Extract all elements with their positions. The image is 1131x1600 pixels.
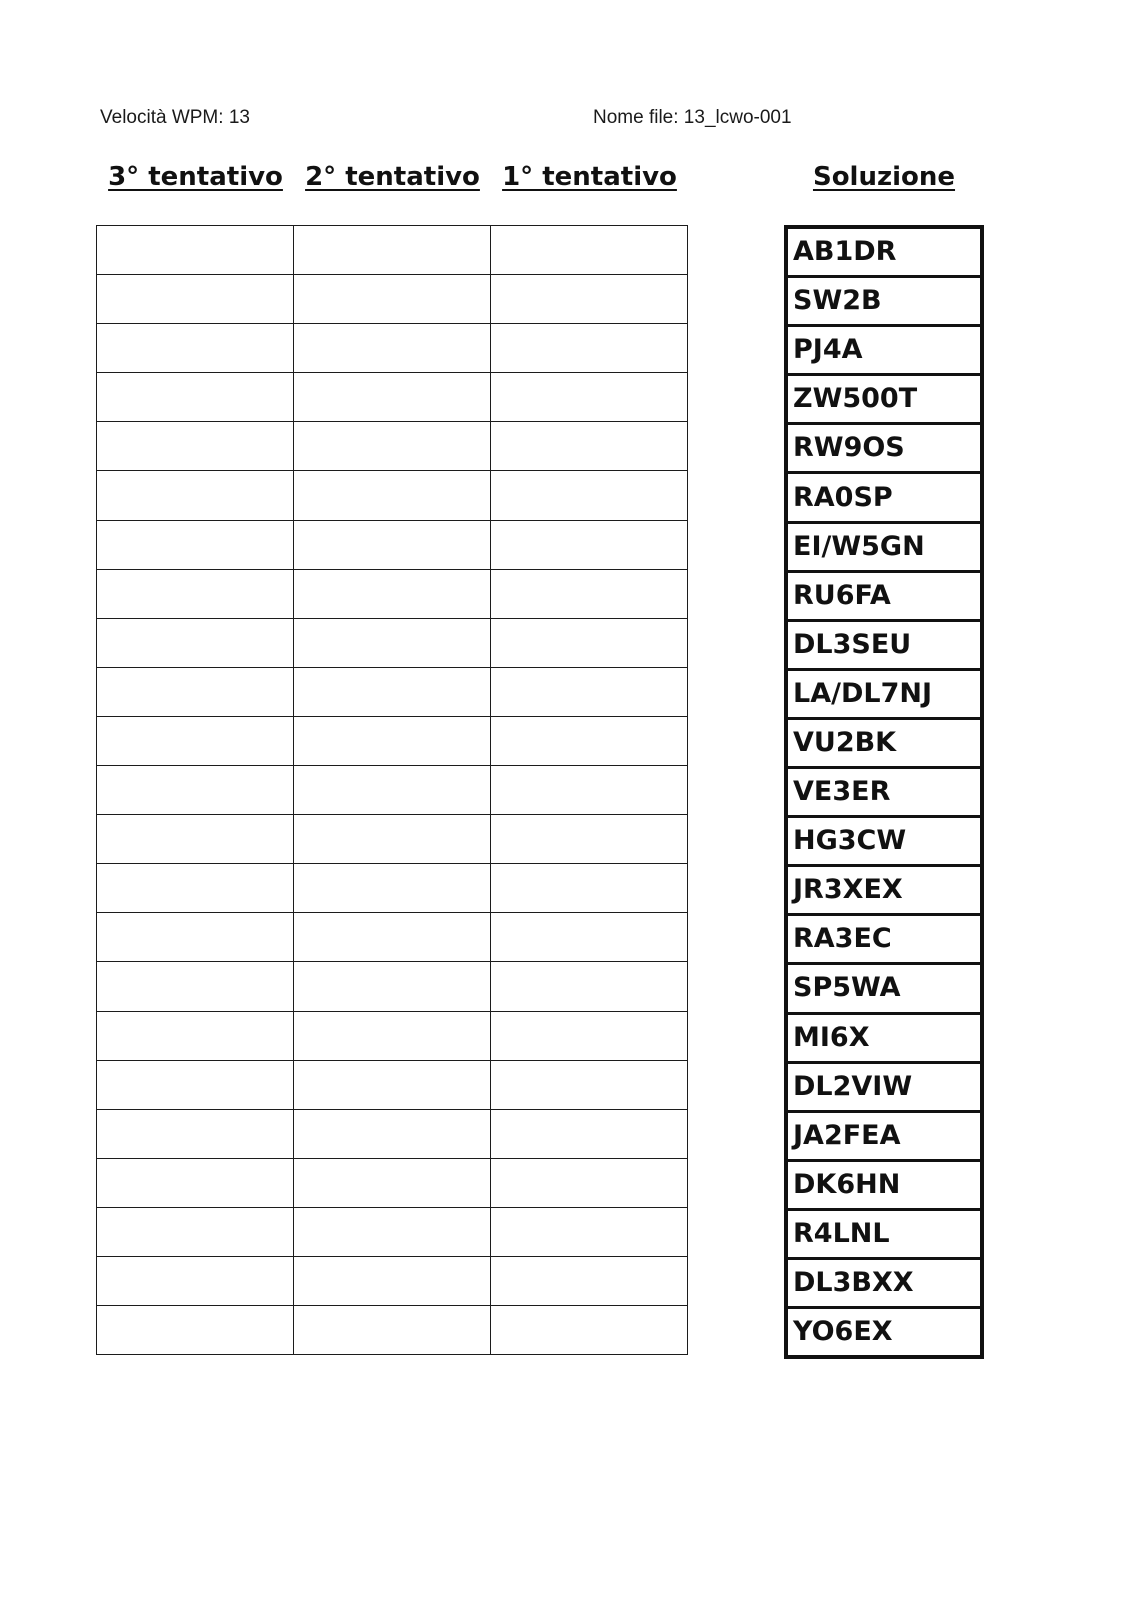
attempt-1-cell[interactable]: [491, 618, 688, 667]
attempt-1-cell[interactable]: [491, 1109, 688, 1158]
solution-callsign: VU2BK: [786, 718, 982, 767]
solution-callsign: LA/DL7NJ: [786, 669, 982, 718]
file-name-label: Nome file: 13_lcwo-001: [593, 107, 792, 128]
attempt-3-cell[interactable]: [97, 373, 294, 422]
attempt-row: [97, 569, 688, 618]
attempt-2-cell[interactable]: [294, 471, 491, 520]
solution-callsign: SW2B: [786, 277, 982, 326]
attempt-3-cell[interactable]: [97, 324, 294, 373]
solution-callsign: JA2FEA: [786, 1111, 982, 1160]
attempt-row: [97, 226, 688, 275]
attempt-3-cell[interactable]: [97, 422, 294, 471]
attempt-2-cell[interactable]: [294, 324, 491, 373]
attempt-2-cell[interactable]: [294, 716, 491, 765]
attempt-row: [97, 1306, 688, 1355]
attempt-2-cell[interactable]: [294, 1060, 491, 1109]
solution-callsign: MI6X: [786, 1013, 982, 1062]
attempt-3-cell[interactable]: [97, 1256, 294, 1305]
solution-callsign: PJ4A: [786, 326, 982, 375]
solution-row: [786, 522, 982, 571]
solution-row: [786, 571, 982, 620]
solution-row: [786, 375, 982, 424]
attempt-2-cell[interactable]: [294, 815, 491, 864]
solution-row: [786, 1111, 982, 1160]
attempt-row: [97, 864, 688, 913]
solution-callsign: YO6EX: [786, 1308, 982, 1358]
attempts-table: [96, 225, 688, 1355]
solution-row: [786, 669, 982, 718]
attempt-1-header: 1° tentativo: [502, 162, 677, 192]
attempt-3-cell[interactable]: [97, 1060, 294, 1109]
solution-row: [786, 1013, 982, 1062]
attempt-2-cell[interactable]: [294, 618, 491, 667]
solution-callsign: RA3EC: [786, 915, 982, 964]
attempt-2-cell[interactable]: [294, 766, 491, 815]
attempt-3-cell[interactable]: [97, 275, 294, 324]
attempt-3-cell[interactable]: [97, 766, 294, 815]
attempt-2-cell[interactable]: [294, 373, 491, 422]
attempt-2-cell[interactable]: [294, 569, 491, 618]
solution-row: [786, 277, 982, 326]
attempt-3-cell[interactable]: [97, 1306, 294, 1355]
attempt-row: [97, 471, 688, 520]
solution-row: [786, 1308, 982, 1358]
attempt-row: [97, 422, 688, 471]
attempt-row: [97, 1109, 688, 1158]
attempt-2-cell[interactable]: [294, 962, 491, 1011]
attempt-3-cell[interactable]: [97, 226, 294, 275]
solution-row: [786, 620, 982, 669]
attempt-1-cell[interactable]: [491, 324, 688, 373]
attempt-row: [97, 716, 688, 765]
attempt-1-cell[interactable]: [491, 815, 688, 864]
attempt-row: [97, 275, 688, 324]
attempt-1-cell[interactable]: [491, 1060, 688, 1109]
attempt-3-cell[interactable]: [97, 471, 294, 520]
solution-row: [786, 718, 982, 767]
attempt-3-cell[interactable]: [97, 618, 294, 667]
solution-row: [786, 964, 982, 1013]
solution-callsign: JR3XEX: [786, 866, 982, 915]
attempt-row: [97, 667, 688, 716]
attempt-3-cell[interactable]: [97, 962, 294, 1011]
attempt-1-cell[interactable]: [491, 1256, 688, 1305]
attempt-row: [97, 1011, 688, 1060]
solution-row: [786, 1062, 982, 1111]
attempt-row: [97, 618, 688, 667]
solution-callsign: ZW500T: [786, 375, 982, 424]
solution-row: [786, 1258, 982, 1307]
attempt-row: [97, 520, 688, 569]
solution-row: [786, 473, 982, 522]
solution-callsign: RU6FA: [786, 571, 982, 620]
attempt-3-cell[interactable]: [97, 569, 294, 618]
solution-callsign: DL3SEU: [786, 620, 982, 669]
attempt-1-cell[interactable]: [491, 1011, 688, 1060]
attempt-2-cell[interactable]: [294, 226, 491, 275]
speed-label: Velocità WPM: 13: [100, 107, 250, 128]
attempt-1-cell[interactable]: [491, 913, 688, 962]
attempt-2-cell[interactable]: [294, 1109, 491, 1158]
attempt-1-cell[interactable]: [491, 716, 688, 765]
attempt-1-cell[interactable]: [491, 422, 688, 471]
attempt-row: [97, 815, 688, 864]
attempt-row: [97, 373, 688, 422]
solution-callsign: SP5WA: [786, 964, 982, 1013]
attempt-2-cell[interactable]: [294, 1306, 491, 1355]
attempt-2-cell[interactable]: [294, 520, 491, 569]
attempt-3-cell[interactable]: [97, 1207, 294, 1256]
attempt-3-cell[interactable]: [97, 913, 294, 962]
attempt-row: [97, 324, 688, 373]
solution-callsign: EI/W5GN: [786, 522, 982, 571]
attempt-1-cell[interactable]: [491, 1306, 688, 1355]
attempt-1-cell[interactable]: [491, 373, 688, 422]
solution-row: [786, 817, 982, 866]
attempt-1-cell[interactable]: [491, 962, 688, 1011]
solution-callsign: AB1DR: [786, 227, 982, 277]
attempt-1-cell[interactable]: [491, 766, 688, 815]
attempt-row: [97, 913, 688, 962]
attempt-2-cell[interactable]: [294, 1256, 491, 1305]
attempt-3-cell[interactable]: [97, 1158, 294, 1207]
attempt-row: [97, 766, 688, 815]
solution-callsign: DK6HN: [786, 1160, 982, 1209]
solution-header: Soluzione: [812, 162, 956, 192]
attempt-1-cell[interactable]: [491, 1207, 688, 1256]
attempt-2-cell[interactable]: [294, 667, 491, 716]
solution-callsign: RA0SP: [786, 473, 982, 522]
attempt-1-cell[interactable]: [491, 226, 688, 275]
attempt-1-cell[interactable]: [491, 569, 688, 618]
attempt-row: [97, 1207, 688, 1256]
attempt-3-cell[interactable]: [97, 815, 294, 864]
solution-row: [786, 424, 982, 473]
solution-row: [786, 866, 982, 915]
solution-row: [786, 326, 982, 375]
attempt-2-cell[interactable]: [294, 1207, 491, 1256]
attempt-row: [97, 1256, 688, 1305]
attempt-2-cell[interactable]: [294, 1011, 491, 1060]
attempt-row: [97, 1158, 688, 1207]
solution-row: [786, 227, 982, 277]
solution-callsign: R4LNL: [786, 1209, 982, 1258]
attempt-2-cell[interactable]: [294, 1158, 491, 1207]
attempt-1-cell[interactable]: [491, 864, 688, 913]
attempt-3-cell[interactable]: [97, 864, 294, 913]
attempt-2-cell[interactable]: [294, 275, 491, 324]
attempt-3-cell[interactable]: [97, 1011, 294, 1060]
solution-callsign: DL2VIW: [786, 1062, 982, 1111]
solution-callsign: VE3ER: [786, 768, 982, 817]
attempt-2-cell[interactable]: [294, 422, 491, 471]
attempt-1-cell[interactable]: [491, 520, 688, 569]
attempt-1-cell[interactable]: [491, 471, 688, 520]
solution-row: [786, 768, 982, 817]
attempt-2-cell[interactable]: [294, 864, 491, 913]
solution-table: [784, 225, 984, 1359]
attempt-2-cell[interactable]: [294, 913, 491, 962]
attempt-2-header: 2° tentativo: [305, 162, 480, 192]
solution-callsign: DL3BXX: [786, 1258, 982, 1307]
attempt-3-cell[interactable]: [97, 716, 294, 765]
attempt-3-cell[interactable]: [97, 667, 294, 716]
solution-callsign: HG3CW: [786, 817, 982, 866]
attempt-3-cell[interactable]: [97, 520, 294, 569]
attempt-1-cell[interactable]: [491, 1158, 688, 1207]
solution-callsign: RW9OS: [786, 424, 982, 473]
attempt-3-header: 3° tentativo: [108, 162, 283, 192]
solution-row: [786, 1160, 982, 1209]
attempt-1-cell[interactable]: [491, 667, 688, 716]
solution-row: [786, 1209, 982, 1258]
attempt-row: [97, 1060, 688, 1109]
attempt-1-cell[interactable]: [491, 275, 688, 324]
solution-row: [786, 915, 982, 964]
attempt-3-cell[interactable]: [97, 1109, 294, 1158]
attempt-row: [97, 962, 688, 1011]
